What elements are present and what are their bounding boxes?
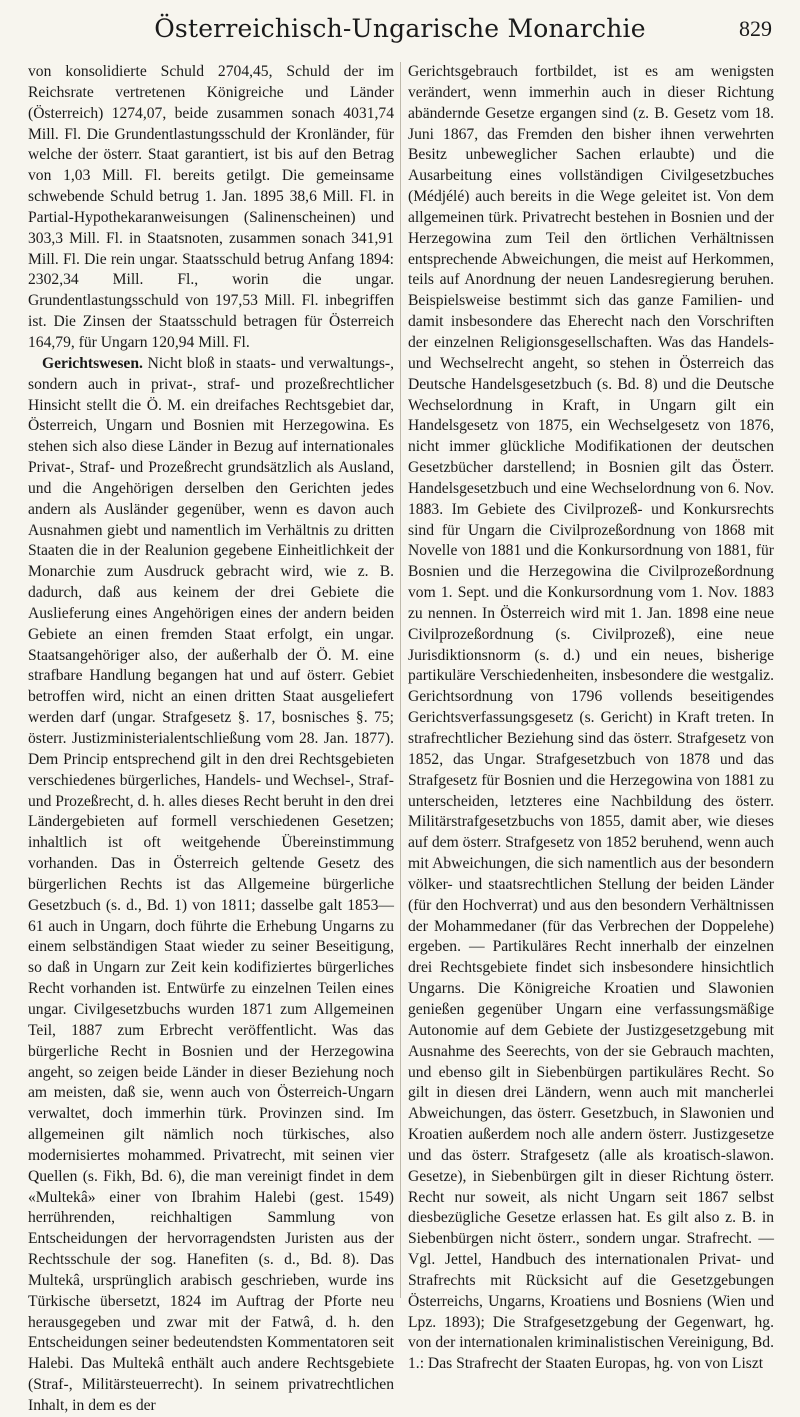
paragraph-court-system — [28, 354, 394, 1417]
running-title: Österreichisch-Ungarische Monarchie — [154, 14, 646, 43]
paragraph-state-debt: von konsolidierte Schuld 2704,45, Schuld der im Reichsrate vertretenen Königreiche und Länder (Österreich) 1274,07, beide zusammen sonach 4031,74 Mill. Fl. Die Grundentlastungsschuld der Kronländer, für welche der österr. Staat garantiert, ist bis auf den Betrag von 1,03 Mill. Fl. bereits getilgt. Die gemeinsame schwebende Schuld betrug 1. Jan. 1895 38,6 Mill. Fl. in Partial-Hypothekaranweisungen (Salinenscheinen) und 303,3 Mill. Fl. in Staatsnoten, zusammen sonach 341,91 Mill. Fl. Die rein ungar. Staatsschuld betrug Anfang 1894: 2302,34 Mill. Fl., worin die ungar. Grundentlastungsschuld von 197,53 Mill. Fl. inbegriffen ist. Die Zinsen der Staatsschuld betragen für Österreich 164,79, für Ungarn 120,94 Mill. Fl. — [28, 63, 394, 351]
section-heading-gerichtswesen: Gerichtswesen. — [42, 354, 143, 372]
page-number: 829 — [739, 16, 772, 41]
column-divider — [400, 62, 401, 1298]
page-header — [28, 10, 772, 50]
paragraph-court-system-text: Nicht bloß in staats- und verwaltungs-, sondern auch in privat-, straf- und prozeßrechtlicher Hinsicht stellt die Ö. M. ein dreifaches Rechtsgebiet dar, Österreich, Ungarn und Bosnien mit Herzegowina. Es stehen sich also diese Länder in Bezug auf internationales Privat-, Straf- und Prozeßrecht grundsätzlich als Ausland, und die Angehörigen derselben den Gerichten jedes andern als Ausländer gegenüber, wenn es davon auch Ausnahmen giebt und namentlich im Verhältnis zu dritten Staaten die in der Realunion gegebene Einheitlichkeit der Monarchie zum Ausdruck gebracht wird, wie z. B. dadurch, daß aus keinem der drei Gebiete die Auslieferung eines Angehörigen eines der andern beiden Gebiete an einen fremden Staat erfolgt, ein ungar. Staatsangehöriger also, der außerhalb der Ö. M. eine strafbare Handlung begangen hat und auf österr. Gebiet betroffen wird, nicht an einen dritten Staat ausgeliefert werden darf (ungar. Strafgesetz §. 17, bosnisches §. 75; österr. Justizministerialentschließung vom 28. Jan. 1877). Dem Princip entsprechend gilt in den drei Rechtsgebieten verschiedenes bürgerliches, Handels- und Wechsel-, Straf- und Prozeßrecht, d. h. alles dieses Recht beruht in den drei Ländergebieten auf formell verschiedenen Gesetzen; inhaltlich ist oft weitgehende Übereinstimmung vorhanden. Das in Österreich geltende Gesetz des bürgerlichen Rechts ist das Allgemeine bürgerliche Gesetzbuch (s. d., Bd. 1) von 1811; dasselbe galt 1853—61 auch in Ungarn, doch führte die Erhebung Ungarns zu einem selbständigen Staat wieder zu seiner Beseitigung, so daß in Ungarn zur Zeit kein kodifiziertes bürgerliches Recht vorhanden ist. Entwürfe zu einzelnen Teilen eines ungar. Civilgesetzbuchs wurden 1871 zum Allgemeinen Teil, 1887 zum Erbrecht veröffentlicht. Was das bürgerliche Recht in Bosnien und der Herzegowina angeht, so zeigen beide Länder in dieser Beziehung noch am meisten, daß sie, wenn auch von Österreich-Ungarn verwaltet, doch immerhin türk. Provinzen sind. Im allgemeinen gilt nämlich noch türkisches, also modernisiertes mohammed. Privatrecht, mit seinen vier Quellen (s. Fikh, Bd. 6), die man vereinigt findet in dem «Multekâ» einer von Ibrahim Halebi (gest. 1549) herrührenden, reichhaltigen Sammlung von Entscheidungen der hervorragendsten Juristen aus der Rechtsschule der sog. Hanefiten (s. d., Bd. 8). Das Multekâ, ursprünglich arabisch geschrieben, wurde ins Türkische übersetzt, 1824 im Auftrag der Pforte neu herausgegeben und zwar mit der Fatwâ, d. h. den Entscheidungen seiner bedeutendsten Kommentatoren seit Halebi. Das Multekâ enthält auch andere Rechtsgebiete (Straf-, Militärsteuerrecht). In seinem privatrechtlichen Inhalt, in dem es der — [28, 354, 394, 1414]
right-column — [408, 62, 774, 1373]
paragraph-continuation: Gerichtsgebrauch fortbildet, ist es am wenigsten verändert, wenn immerhin auch in dieser Richtung abändernde Gesetze ergangen sind (z. B. Gesetz vom 18. Juni 1867, das Fremden den bisher ihnen verwehrten Besitz unbeweglicher Sachen erlaubte) und die Ausarbeitung eines vollständigen Civilgesetzbuches (Médjélé) auch bereits in die Wege geleitet ist. Von dem allgemeinen türk. Privatrecht bestehen in Bosnien und der Herzegowina zum Teil den örtlichen Verhältnissen entsprechende Abweichungen, die meist auf Herkommen, teils auf Anordnung der neuen Landesregierung beruhen. Beispielsweise bestimmt sich das ganze Familien- und damit insbesondere das Eherecht nach den Vorschriften der einzelnen Religionsgesellschaften. Was das Handels- und Wechselrecht angeht, so stehen in Österreich das Deutsche Handelsgesetzbuch (s. Bd. 8) und die Deutsche Wechselordnung in Kraft, in Ungarn gilt ein Handelsgesetz von 1875, ein Wechselgesetz von 1876, nicht immer glückliche Modifikationen der deutschen Gesetzbücher darstellend; in Bosnien gilt das Österr. Handelsgesetzbuch und eine Wechselordnung von 6. Nov. 1883. Im Gebiete des Civilprozeß- und Konkursrechts sind für Ungarn die Civilprozeßordnung von 1868 mit Novelle von 1881 und die Konkursordnung von 1881, für Bosnien und die Herzegowina die Civilprozeßordnung vom 1. Sept. und die Konkursordnung vom 1. Nov. 1883 zu nennen. In Österreich wird mit 1. Jan. 1898 eine neue Civilprozeßordnung (s. Civilprozeß), eine neue Jurisdiktionsnorm (s. d.) und ein neues, bisherige partikuläre Verschiedenheiten, insbesondere die westgaliz. Gerichtsordnung von 1796 vollends beseitigendes Gerichtsverfassungsgesetz (s. Gericht) in Kraft treten. In strafrechtlicher Beziehung sind das österr. Strafgesetz von 1852, das Ungar. Strafgesetzbuch von 1878 und das Strafgesetz für Bosnien und die Herzegowina von 1881 zu unterscheiden, letzteres eine Nachbildung des österr. Militärstrafgesetzbuchs von 1855, damit aber, wie dieses auf dem österr. Strafgesetz von 1852 beruhend, wenn auch mit Abweichungen, die sich namentlich aus der besondern völker- und staatsrechtlichen Stellung der beiden Länder (für den Hochverrat) und aus den besondern Verhältnissen der Mohammedaner (für das Verbrechen der Doppelehe) ergeben. — Partikuläres Recht innerhalb der einzelnen drei Rechtsgebiete findet sich insbesondere hinsichtlich Ungarns. Die Königreiche Kroatien und Slawonien genießen gegenüber Ungarn eine verfassungsmäßige Autonomie auf dem Gebiete der Justizgesetzgebung mit Ausnahme des Seerechts, von der sie Gebrauch machten, und ebenso gilt in Siebenbürgen partikuläres Recht. So gilt in diesen drei Ländern, wenn auch mit mancherlei Abweichungen, das österr. Gesetzbuch, in Slawonien und Kroatien außerdem noch alle andern österr. Justizgesetze und das österr. Strafgesetz (alle als kroatisch-slawon. Gesetze), in Siebenbürgen gilt in dieser Richtung österr. Recht nur soweit, als nicht Ungarn seit 1867 selbst diesbezügliche Gesetze erlassen hat. Es gilt also z. B. in Siebenbürgen nicht österr., sondern ungar. Strafrecht. — Vgl. Jettel, Handbuch des internationalen Privat- und Strafrechts mit Rücksicht auf die Gesetzgebungen Österreichs, Ungarns, Kroatiens und Bosniens (Wien und Lpz. 1893); Die Strafgesetzgebung der Gegenwart, hg. von der internationalen kriminalistischen Vereinigung, Bd. 1.: Das Strafrecht der Staaten Europas, hg. von von Liszt — [408, 63, 774, 1373]
left-column — [28, 62, 394, 1414]
